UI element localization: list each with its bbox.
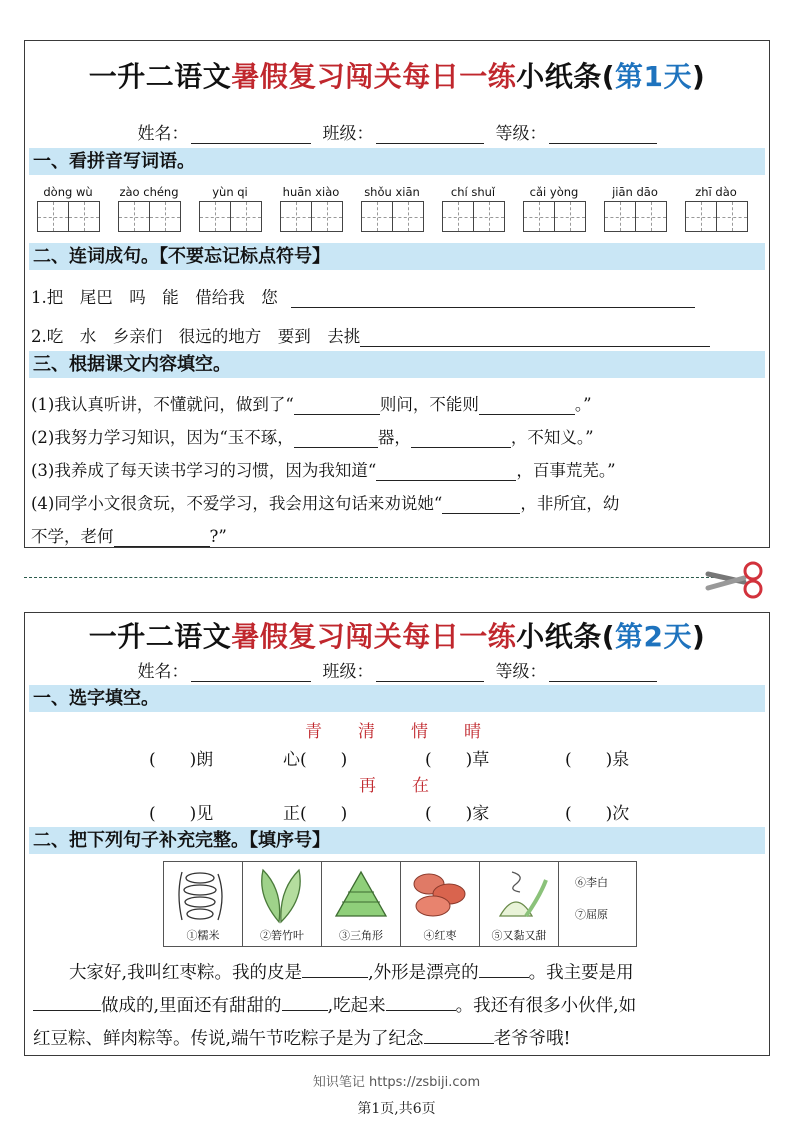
answer-blank[interactable] <box>479 958 529 978</box>
pinyin-item[interactable]: cǎi yòng <box>521 184 587 232</box>
answer-blank[interactable] <box>294 397 380 415</box>
pinyin-item[interactable]: yùn qi <box>197 184 263 232</box>
answer-blank[interactable] <box>479 397 575 415</box>
sentence-question-2: 2.吃 水 乡亲们 很远的地方 要到 去挑 <box>31 323 710 347</box>
answer-blank[interactable] <box>302 958 368 978</box>
char-fill-row-1[interactable]: 心( ) <box>283 750 348 770</box>
answer-blank[interactable] <box>424 1024 494 1044</box>
char-options-1: 青 清 情 晴 <box>305 722 481 742</box>
picture-triangle-shape: ③三角形 <box>322 862 401 946</box>
day2-section2-heading: 二、把下列句子补充完整。【填序号】 <box>29 827 765 854</box>
char-fill-row-2[interactable]: ( )次 <box>565 804 630 824</box>
zongzi-icon <box>328 866 394 924</box>
fill-question-3: (3)我养成了每天读书学习的习惯，因为我知道“ ，百事荒芜。” <box>31 461 616 480</box>
day1-section3-heading: 三、根据课文内容填空。 <box>29 351 765 378</box>
char-fill-row-2[interactable]: ( )家 <box>425 804 490 824</box>
pinyin-item[interactable]: shǒu xiān <box>359 184 425 232</box>
day1-title: 一升二语文暑假复习闯关每日一练小纸条(第1天) <box>88 60 706 93</box>
answer-blank[interactable] <box>411 430 511 448</box>
day1-section2-heading: 二、连词成句。【不要忘记标点符号】 <box>29 243 765 270</box>
pinyin-item[interactable]: zhī dào <box>683 184 749 232</box>
scissors-icon <box>704 560 768 600</box>
worksheet-day2 <box>24 612 770 1056</box>
answer-blank[interactable] <box>376 463 516 481</box>
cut-line <box>24 577 714 578</box>
picture-glutinous-rice: ①糯米 <box>164 862 243 946</box>
char-fill-row-2[interactable]: 正( ) <box>283 804 348 824</box>
name-field[interactable]: 姓名： <box>138 657 311 682</box>
char-fill-row-2[interactable]: ( )见 <box>149 804 214 824</box>
answer-blank[interactable] <box>442 496 520 514</box>
answer-blank[interactable] <box>291 290 695 308</box>
zongzi-sweet-icon <box>486 866 552 924</box>
fill-question-4-cont: 不学，老何 ?” <box>31 527 227 546</box>
leaf-icon <box>249 866 315 924</box>
sentence-question-1: 1.把 尾巴 吗 能 借给我 您 <box>31 284 695 308</box>
picture-sticky-sweet: ⑤又黏又甜 <box>480 862 559 946</box>
picture-red-dates: ④红枣 <box>401 862 480 946</box>
class-field[interactable]: 班级： <box>323 119 484 144</box>
footer-site[interactable]: 知识笔记 https://zsbiji.com <box>312 1075 481 1090</box>
picture-strip <box>163 861 637 947</box>
grade-field[interactable]: 等级： <box>496 657 657 682</box>
rice-icon <box>170 866 236 924</box>
char-fill-row-1[interactable]: ( )泉 <box>565 750 630 770</box>
page-number: 第1页,共6页 <box>357 1101 436 1117</box>
pinyin-item[interactable]: huān xiào <box>278 184 344 232</box>
char-fill-row-1[interactable]: ( )草 <box>425 750 490 770</box>
fill-question-4: (4)同学小文很贪玩，不爱学习，我会用这句话来劝说她“ ，非所宜，幼 <box>31 494 620 513</box>
char-options-2: 再 在 <box>359 776 429 796</box>
name-field[interactable]: 姓名： <box>138 119 311 144</box>
pinyin-item[interactable]: chí shuǐ <box>440 184 506 232</box>
pinyin-grid <box>35 184 765 236</box>
day2-title: 一升二语文暑假复习闯关每日一练小纸条(第2天) <box>88 620 706 653</box>
answer-blank[interactable] <box>294 430 378 448</box>
day1-info-row <box>25 119 769 144</box>
answer-blank[interactable] <box>282 991 328 1011</box>
picture-persons: ⑥李白 ⑦屈原 <box>575 876 608 921</box>
answer-blank[interactable] <box>114 529 210 547</box>
picture-bamboo-leaves: ②箬竹叶 <box>243 862 322 946</box>
day2-section1-heading: 一、选字填空。 <box>29 685 765 712</box>
day2-info-row <box>25 657 769 682</box>
pinyin-item[interactable]: zào chéng <box>116 184 182 232</box>
answer-blank[interactable] <box>360 329 710 347</box>
grade-field[interactable]: 等级： <box>496 119 657 144</box>
pinyin-item[interactable]: jiān dāo <box>602 184 668 232</box>
class-field[interactable]: 班级： <box>323 657 484 682</box>
day1-section1-heading: 一、看拼音写词语。 <box>29 148 765 175</box>
char-fill-row-1[interactable]: ( )朗 <box>149 750 214 770</box>
fill-question-1: (1)我认真听讲，不懂就问，做到了“ 则问，不能则 。” <box>31 395 592 414</box>
answer-blank[interactable] <box>386 991 456 1011</box>
pinyin-item[interactable]: dòng wù <box>35 184 101 232</box>
date-icon <box>407 866 473 924</box>
fill-question-2: (2)我努力学习知识，因为“玉不琢， 器， ，不知义。” <box>31 428 594 447</box>
passage-fill: 大家好,我叫红枣粽。我的皮是 ,外形是漂亮的 。我主要是用 做成的,里面还有甜甜的 ,吃起来 。我还有很多小伙伴,如 红豆粽、鲜肉粽等。传说,端午节吃粽子是为了纪念 老爷爷哦! <box>33 957 763 1056</box>
worksheet-day1 <box>24 40 770 548</box>
answer-blank[interactable] <box>33 991 101 1011</box>
